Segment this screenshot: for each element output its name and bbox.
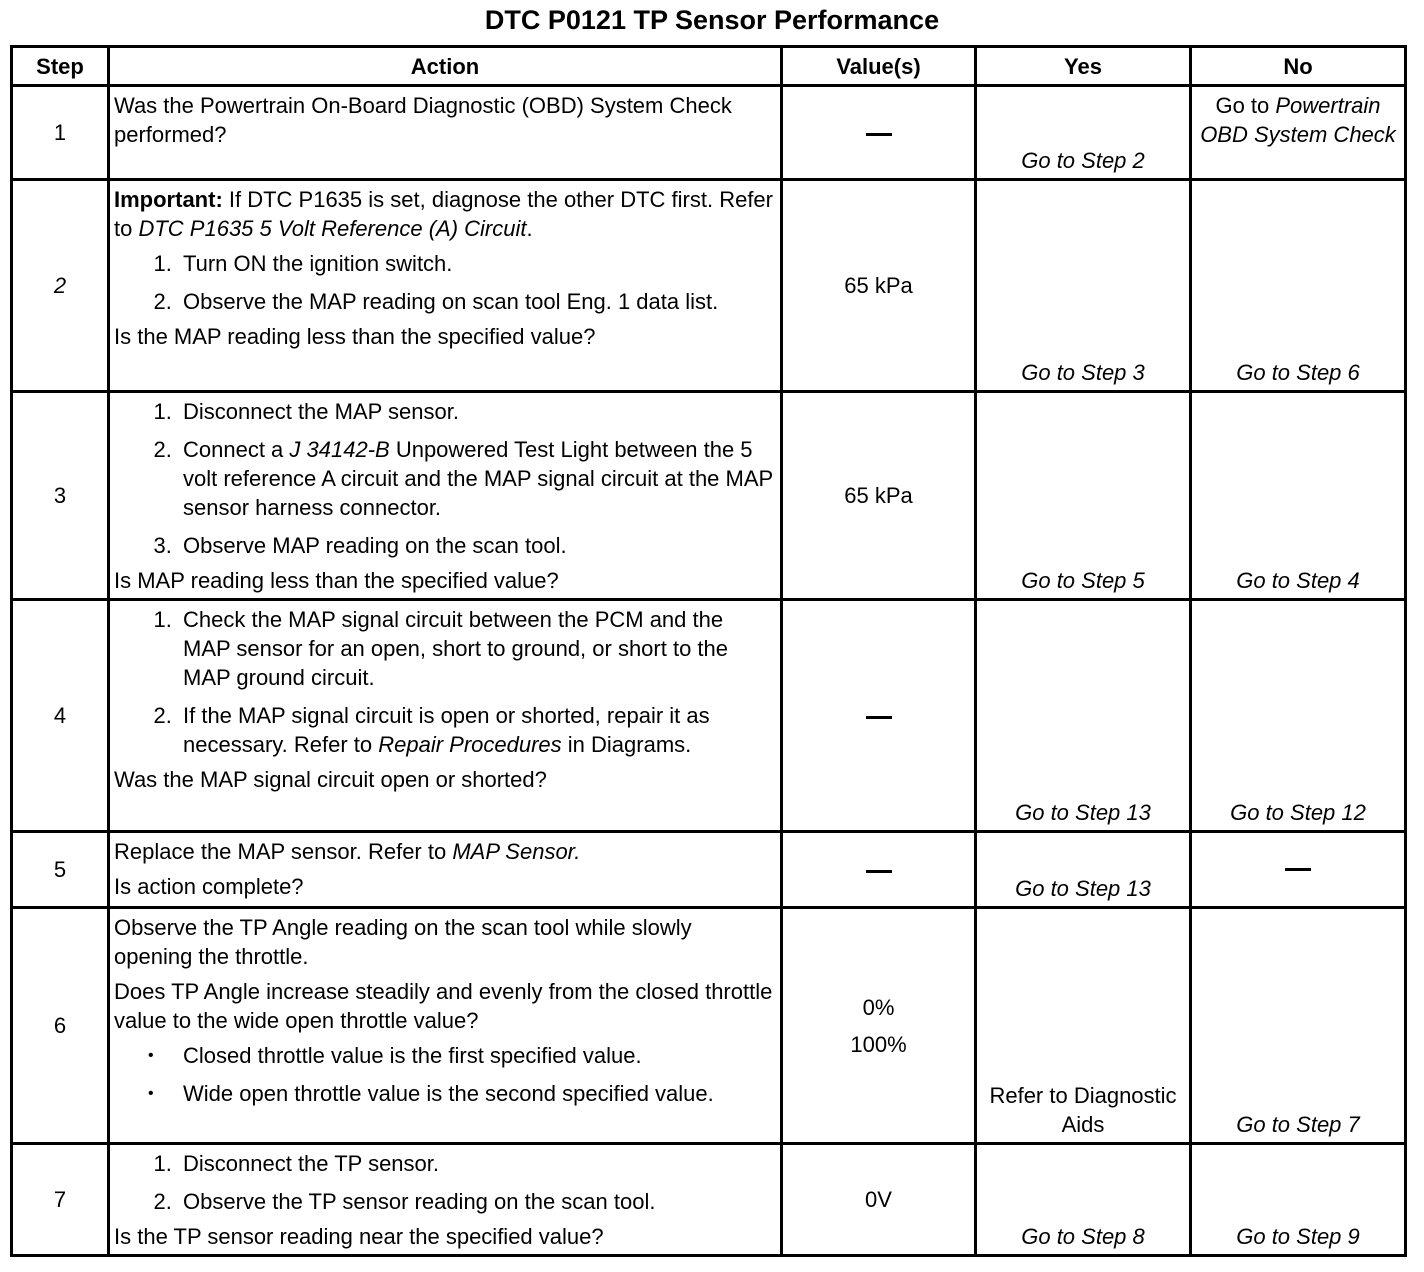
no-link[interactable]: Go to Step 7	[1236, 1112, 1360, 1137]
procedure-ref[interactable]: Repair Procedures	[378, 732, 562, 757]
action-question: Was the MAP signal circuit open or shorted?	[114, 767, 547, 792]
no-prefix: Go to	[1215, 93, 1276, 118]
diagnostic-table	[10, 45, 1407, 1257]
yes-link[interactable]: Go to Step 5	[1021, 568, 1145, 593]
action-steps	[114, 605, 776, 759]
action-cell	[109, 908, 782, 1144]
step-text: If the MAP signal circuit is open or shorted, repair it as necessary. Refer to	[183, 703, 710, 757]
value-cell	[782, 600, 976, 832]
action-question: Is action complete?	[114, 874, 304, 899]
yes-cell	[976, 832, 1191, 908]
important-ref[interactable]: DTC P1635 5 Volt Reference (A) Circuit	[138, 216, 527, 241]
action-cell	[109, 392, 782, 600]
list-item	[178, 701, 776, 759]
header-row	[12, 47, 1406, 86]
tool-ref: J 34142-B	[289, 437, 390, 462]
table-row	[12, 392, 1406, 600]
step-number: 1	[12, 86, 109, 180]
table-row	[12, 180, 1406, 392]
no-cell	[1191, 832, 1406, 908]
list-item: 1. Check the MAP signal circuit between the PCM and the MAP sensor for an open, short to ground, or short to the MAP ground circuit.	[178, 605, 776, 692]
no-cell	[1191, 1144, 1406, 1256]
step-text: in Diagrams.	[561, 732, 692, 757]
important-label: Important:	[114, 187, 223, 212]
header-action: Action	[109, 47, 782, 86]
value-cell: 0V	[782, 1144, 976, 1256]
value-cell	[782, 832, 976, 908]
no-link[interactable]: Go to Step 4	[1236, 568, 1360, 593]
list-item: • Closed throttle value is the first specified value.	[178, 1041, 776, 1070]
dash-mark	[866, 870, 892, 873]
no-link[interactable]: Go to Step 6	[1236, 360, 1360, 385]
no-link[interactable]: Go to Step 12	[1230, 800, 1366, 825]
dash-mark	[866, 716, 892, 719]
dash-mark	[1285, 868, 1311, 871]
dash-mark	[866, 133, 892, 136]
action-question: Is MAP reading less than the specified value?	[114, 568, 559, 593]
list-item: 3. Observe MAP reading on the scan tool.	[178, 531, 776, 560]
table-row	[12, 86, 1406, 180]
header-no: No	[1191, 47, 1406, 86]
value-cell	[782, 86, 976, 180]
value-cell: 65 kPa	[782, 180, 976, 392]
list-item: 2. Observe the TP sensor reading on the scan tool.	[178, 1187, 776, 1216]
action-steps	[114, 397, 776, 560]
no-cell	[1191, 600, 1406, 832]
table-row	[12, 908, 1406, 1144]
step-number: 4	[12, 600, 109, 832]
important-note	[114, 185, 776, 243]
step-number: 5	[12, 832, 109, 908]
step-text: Unpowered Test Light between the 5 volt reference A circuit and the MAP signal circuit at the MAP sensor harness connector.	[183, 437, 773, 520]
list-item: 2. Observe the MAP reading on scan tool Eng. 1 data list.	[178, 287, 776, 316]
yes-link[interactable]: Go to Step 3	[1021, 360, 1145, 385]
action-text	[114, 837, 776, 866]
step-number: 7	[12, 1144, 109, 1256]
table-row	[12, 600, 1406, 832]
table-row	[12, 832, 1406, 908]
action-text: Observe the TP Angle reading on the scan tool while slowly opening the throttle.	[114, 915, 692, 969]
yes-cell	[976, 600, 1191, 832]
value-closed: 0%	[862, 994, 895, 1020]
yes-link[interactable]: Go to Step 8	[1021, 1224, 1145, 1249]
list-item: 1. Disconnect the TP sensor.	[178, 1149, 776, 1178]
yes-link[interactable]: Go to Step 2	[1021, 148, 1145, 173]
yes-cell	[976, 908, 1191, 1144]
action-cell	[109, 600, 782, 832]
no-link[interactable]: Powertrain OBD System Check	[1200, 93, 1396, 147]
action-steps	[114, 1149, 776, 1216]
step-text: Connect a	[183, 437, 290, 462]
value-wide-open: 100%	[850, 1031, 907, 1057]
value-cell	[782, 908, 976, 1144]
action-cell	[109, 86, 782, 180]
procedure-ref[interactable]: MAP Sensor.	[452, 839, 581, 864]
yes-cell	[976, 180, 1191, 392]
yes-cell	[976, 86, 1191, 180]
action-question: Does TP Angle increase steadily and evenly from the closed throttle value to the wide open throttle value?	[114, 979, 773, 1033]
action-question: Is the MAP reading less than the specified value?	[114, 324, 596, 349]
page-title: DTC P0121 TP Sensor Performance	[484, 5, 940, 35]
no-cell	[1191, 180, 1406, 392]
action-cell	[109, 832, 782, 908]
yes-cell	[976, 1144, 1191, 1256]
list-item: 1. Turn ON the ignition switch.	[178, 249, 776, 278]
header-values: Value(s)	[782, 47, 976, 86]
yes-link[interactable]: Refer to Diagnostic Aids	[989, 1083, 1177, 1137]
no-link[interactable]: Go to Step 9	[1236, 1224, 1360, 1249]
yes-link[interactable]: Go to Step 13	[1015, 876, 1151, 901]
important-text: If DTC P1635 is set, diagnose the other DTC first. Refer to	[114, 187, 773, 241]
action-text: Was the Powertrain On-Board Diagnostic (OBD) System Check performed?	[114, 93, 732, 147]
step-number	[12, 180, 109, 392]
step-number-text: 2	[53, 273, 67, 298]
yes-link[interactable]: Go to Step 13	[1015, 800, 1151, 825]
list-item: 1. Disconnect the MAP sensor.	[178, 397, 776, 426]
list-item	[178, 435, 776, 522]
action-question: Is the TP sensor reading near the specified value?	[114, 1224, 604, 1249]
step-number: 6	[12, 908, 109, 1144]
value-cell: 65 kPa	[782, 392, 976, 600]
action-cell	[109, 180, 782, 392]
no-cell	[1191, 86, 1406, 180]
yes-cell	[976, 392, 1191, 600]
no-cell	[1191, 908, 1406, 1144]
header-yes: Yes	[976, 47, 1191, 86]
step-number: 3	[12, 392, 109, 600]
no-cell	[1191, 392, 1406, 600]
header-step: Step	[12, 47, 109, 86]
list-item: • Wide open throttle value is the second specified value.	[178, 1079, 776, 1108]
action-cell	[109, 1144, 782, 1256]
important-end: .	[526, 216, 533, 241]
table-row	[12, 1144, 1406, 1256]
step-text: Replace the MAP sensor. Refer to	[114, 839, 453, 864]
action-steps	[114, 249, 776, 316]
action-bullets	[114, 1041, 776, 1108]
